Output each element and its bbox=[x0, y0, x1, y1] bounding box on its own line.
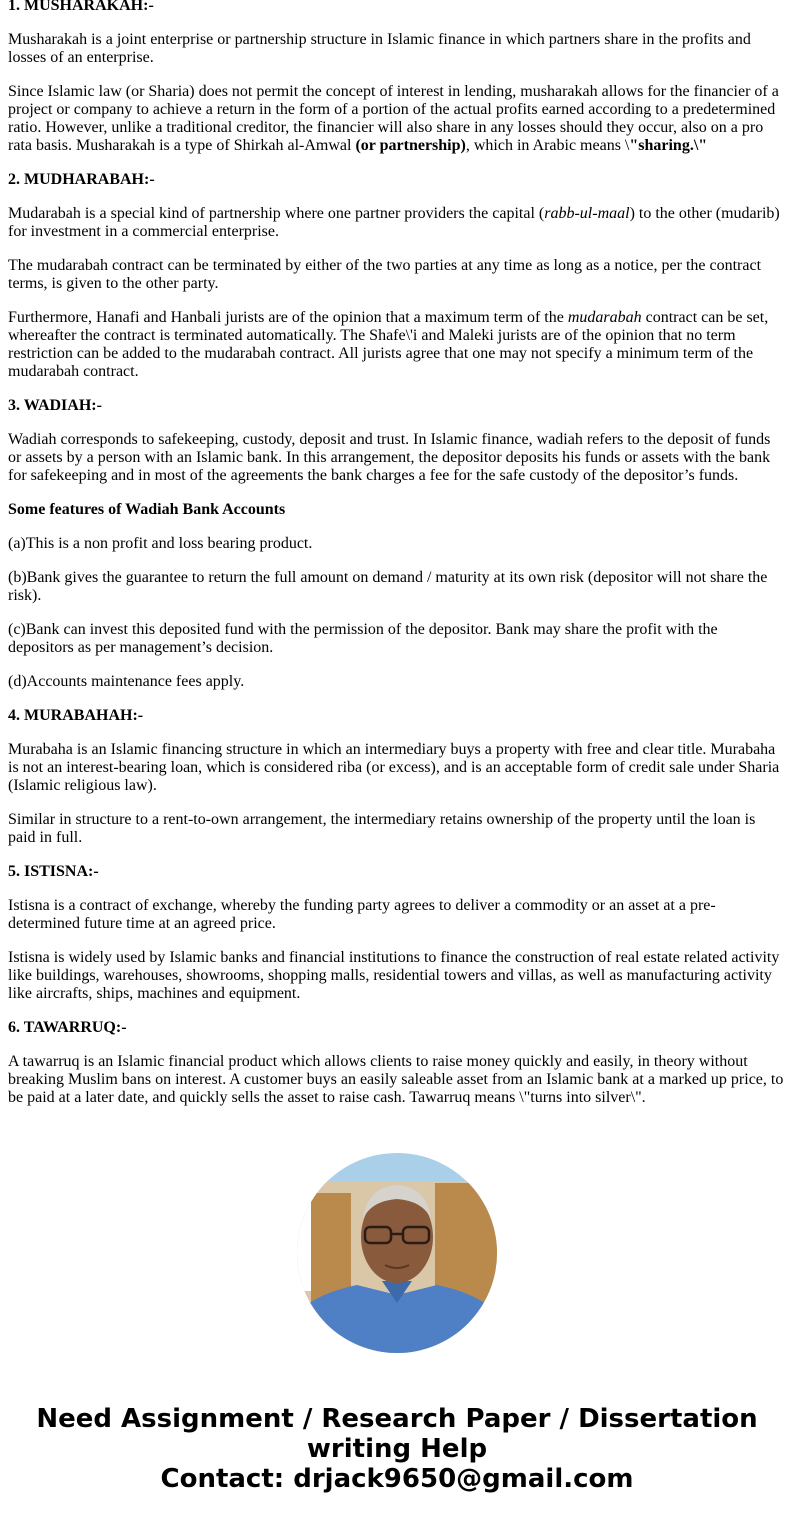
author-photo bbox=[297, 1153, 497, 1353]
musharakah-p2-text-a: Since Islamic law (or Sharia) does not permit the concept of interest in lending, musharakah allows for the financier of a project or company to achieve a return in the form of a portion of the actual profits earned according to a predetermined ratio. However, unlike a traditional creditor, the financier will also share in any losses should they occur, also on a pro rata basis. Musharakah is a type of Shirkah al-Amwal bbox=[8, 83, 779, 154]
mudharabah-p1-text-c: ) to the other (mudarib) for investment in a commercial enterprise. bbox=[8, 205, 780, 240]
section-heading-tawarruq: 6. TAWARRUQ:- bbox=[8, 1019, 127, 1036]
mudharabah-p3-italic-term: mudarabah bbox=[567, 309, 642, 326]
section-heading-istisna: 5. ISTISNA:- bbox=[8, 863, 99, 880]
photo-wooden-panel-left bbox=[311, 1193, 351, 1303]
musharakah-paragraph-1: Musharakah is a joint enterprise or partnership structure in Islamic finance in which partners share in the profits and losses of an enterprise. bbox=[8, 31, 751, 66]
mudharabah-paragraph-1 bbox=[8, 205, 786, 241]
wadiah-feature-c: (c)Bank can invest this deposited fund with the permission of the depositor. Bank may share the profit with the depositors as per management’s decision. bbox=[8, 621, 718, 656]
mudharabah-paragraph-3 bbox=[8, 309, 786, 381]
murabahah-paragraph-1: Murabaha is an Islamic financing structure in which an intermediary buys a property with free and clear title. Murabaha is not an interest-bearing loan, which is considered riba (or excess), and is an acceptable form of credit sale under Sharia (Islamic religious law). bbox=[8, 741, 780, 794]
murabahah-paragraph-2: Similar in structure to a rent-to-own arrangement, the intermediary retains ownership of the property until the loan is paid in full. bbox=[8, 811, 756, 846]
section-heading-mudharabah: 2. MUDHARABAH:- bbox=[8, 171, 155, 188]
tawarruq-paragraph-1: A tawarruq is an Islamic financial product which allows clients to raise money quickly and easily, in theory without breaking Muslim bans on interest. A customer buys an easily saleable asset from an Islamic bank at a marked up price, to be paid at a later date, and quickly sells the asset to raise cash. Tawarruq means \"turns into silver\". bbox=[8, 1053, 784, 1106]
istisna-paragraph-1: Istisna is a contract of exchange, whereby the funding party agrees to deliver a commodity or an asset at a pre-determined future time at an agreed price. bbox=[8, 897, 716, 932]
mudharabah-p1-italic-term: rabb-ul-maal bbox=[544, 205, 630, 222]
wadiah-paragraph-1: Wadiah corresponds to safekeeping, custody, deposit and trust. In Islamic finance, wadiah refers to the deposit of funds or assets by a person with an Islamic bank. In this arrangement, the depositor deposits his funds or assets with the bank for safekeeping and in most of the agreements the bank charges a fee for the safe custody of the depositor’s funds. bbox=[8, 431, 771, 484]
musharakah-p2-bold-partnership: (or partnership) bbox=[355, 137, 466, 154]
contact-email-line: Contact: drjack9650@gmail.com bbox=[160, 1464, 634, 1494]
wadiah-feature-a: (a)This is a non profit and loss bearing product. bbox=[8, 535, 313, 552]
photo-wooden-panel-right bbox=[435, 1183, 497, 1303]
musharakah-p2-text-c: , which in Arabic means \ bbox=[465, 137, 630, 154]
mudharabah-p1-text-a: Mudarabah is a special kind of partnership where one partner providers the capital ( bbox=[8, 205, 545, 222]
wadiah-feature-d: (d)Accounts maintenance fees apply. bbox=[8, 673, 245, 690]
section-heading-wadiah: 3. WADIAH:- bbox=[8, 397, 102, 414]
musharakah-p2-bold-sharing: "sharing.\" bbox=[629, 137, 708, 154]
wadiah-features-heading: Some features of Wadiah Bank Accounts bbox=[8, 501, 286, 518]
section-heading-murabahah: 4. MURABAHAH:- bbox=[8, 707, 144, 724]
mudharabah-p3-text-a: Furthermore, Hanafi and Hanbali jurists are of the opinion that a maximum term of the bbox=[8, 309, 568, 326]
istisna-paragraph-2: Istisna is widely used by Islamic banks and financial institutions to finance the construction of real estate related activity like buildings, warehouses, showrooms, shopping malls, residential towers and villas, as well as manufacturing activity like aircrafts, ships, machines and equipment. bbox=[8, 949, 780, 1002]
wadiah-feature-b: (b)Bank gives the guarantee to return the full amount on demand / maturity at its own risk (depositor will not share the risk). bbox=[8, 569, 768, 604]
photo-left-panel bbox=[297, 1181, 311, 1291]
section-heading-musharakah: 1. MUSHARAKAH:- bbox=[8, 0, 154, 14]
musharakah-paragraph-2 bbox=[8, 83, 786, 155]
mudharabah-p3-text-c: contract can be set, whereafter the contract is terminated automatically. The Shafe\'i and Maleki jurists are of the opinion that no term restriction can be added to the mudarabah contract. All jurists agree that one may not specify a minimum term of the mudarabah contract. bbox=[8, 309, 769, 380]
help-contact-banner bbox=[0, 1404, 794, 1494]
help-banner-line: Need Assignment / Research Paper / Dissertation writing Help bbox=[36, 1404, 758, 1464]
mudharabah-paragraph-2: The mudarabah contract can be terminated by either of the two parties at any time as long as a notice, per the contract terms, is given to the other party. bbox=[8, 257, 762, 292]
author-photo-illustration bbox=[297, 1153, 497, 1353]
article-body bbox=[8, 0, 786, 1123]
